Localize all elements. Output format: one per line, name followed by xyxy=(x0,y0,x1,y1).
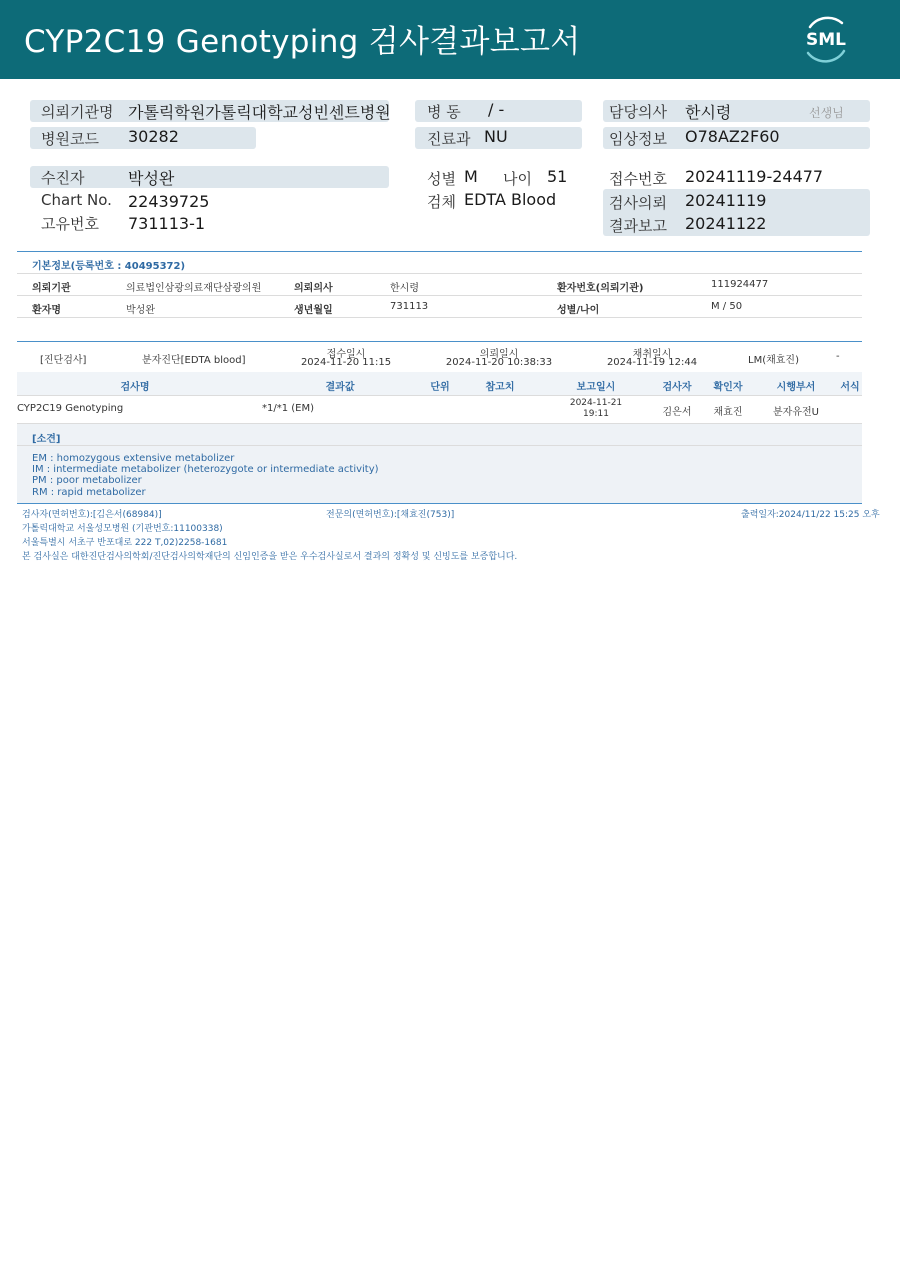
result-dept: 분자유전U xyxy=(773,407,819,418)
exam-request-label: 의뢰일시 xyxy=(479,349,519,360)
request-label: 검사의뢰 xyxy=(609,194,667,212)
basic-doctor-label: 의뢰의사 xyxy=(294,283,333,294)
note-line-im: IM : intermediate metabolizer (heterozygote or intermediate activity) xyxy=(32,464,379,475)
request-value: 20241119 xyxy=(685,191,767,210)
report-value: 20241122 xyxy=(685,214,767,233)
ward-value: / - xyxy=(488,100,505,119)
patient-value: 박성완 xyxy=(128,169,175,188)
sex-label: 성별 xyxy=(427,170,456,188)
basic-info-rule xyxy=(17,273,862,274)
footer-certification: 본 검사실은 대한진단검사의학회/진단검사의학재단의 신임인증을 받은 우수검사실로서 결과의 정확성 및 신빙도를 보증합니다. xyxy=(22,552,518,562)
logo-text: SML xyxy=(806,30,846,50)
col-header-dept: 시행부서 xyxy=(776,382,816,393)
note-line-rm: RM : rapid metabolizer xyxy=(32,487,146,498)
sml-logo-icon xyxy=(800,13,852,65)
basic-birth-label: 생년월일 xyxy=(294,305,333,316)
col-header-result: 결과값 xyxy=(325,382,355,393)
department-value: NU xyxy=(484,127,508,146)
col-header-report-date: 보고일시 xyxy=(576,382,616,393)
basic-info-row-rule xyxy=(17,295,862,296)
footer-specialist: 전문의(면허번호):[채효진(753)] xyxy=(326,510,455,520)
exam-header-rule xyxy=(17,395,862,396)
col-header-examiner: 검사자 xyxy=(662,382,692,393)
unique-no-value: 731113-1 xyxy=(128,214,206,233)
report-label: 결과보고 xyxy=(609,217,667,235)
basic-info-title: 기본정보(등록번호 : 40495372) xyxy=(32,261,186,272)
unique-no-label: 고유번호 xyxy=(41,215,99,233)
col-header-verifier: 확인자 xyxy=(713,382,743,393)
clinical-label: 임상정보 xyxy=(609,130,667,148)
basic-name-value: 박성완 xyxy=(126,305,155,316)
institution-label: 의뢰기관명 xyxy=(41,103,114,121)
exam-receipt-label: 접수일시 xyxy=(326,349,366,360)
hospital-code-value: 30282 xyxy=(128,127,179,146)
age-label: 나이 xyxy=(503,170,532,188)
hospital-code-label: 병원코드 xyxy=(41,130,99,148)
basic-patient-no-value: 111924477 xyxy=(711,279,769,290)
basic-institution-label: 의뢰기관 xyxy=(32,283,71,294)
basic-patient-no-label: 환자번호(의뢰기관) xyxy=(557,283,644,294)
notes-title-rule xyxy=(17,445,862,446)
ward-label: 병 동 xyxy=(427,103,461,121)
col-header-reference: 참고치 xyxy=(485,382,515,393)
basic-name-label: 환자명 xyxy=(32,305,61,316)
doctor-label: 담당의사 xyxy=(609,103,667,121)
result-test-name: CYP2C19 Genotyping xyxy=(17,403,124,414)
basic-institution-value: 의료법인삼광의료재단삼광의원 xyxy=(126,283,262,294)
specimen-value: EDTA Blood xyxy=(464,190,557,209)
patient-label: 수진자 xyxy=(41,169,85,187)
age-value: 51 xyxy=(547,167,568,186)
receipt-label: 접수번호 xyxy=(609,170,667,188)
exam-top-rule xyxy=(17,341,862,342)
doctor-suffix: 선생님 xyxy=(809,106,844,120)
report-title: CYP2C19 Genotyping 검사결과보고서 xyxy=(24,24,581,60)
note-line-em: EM : homozygous extensive metabolizer xyxy=(32,453,235,464)
notes-title: [소견] xyxy=(32,434,61,445)
department-label: 진료과 xyxy=(427,130,471,148)
basic-info-top-rule xyxy=(17,251,862,252)
exam-receipt-time: 2024-11-20 11:15 xyxy=(300,357,392,368)
receipt-value: 20241119-24477 xyxy=(685,167,824,186)
basic-doctor-value: 한시령 xyxy=(390,283,419,294)
footer-hospital: 가톨릭대학교 서울성모병원 (기관번호:11100338) xyxy=(22,524,223,534)
result-report-date: 2024-11-21 xyxy=(569,398,623,408)
note-line-pm: PM : poor metabolizer xyxy=(32,475,142,486)
basic-sex-age-label: 성별/나이 xyxy=(557,305,600,316)
exam-type: 분자진단[EDTA blood] xyxy=(142,355,246,366)
sex-value: M xyxy=(464,167,478,186)
exam-collect-label: 채취일시 xyxy=(632,349,672,360)
exam-request-time: 2024-11-20 10:38:33 xyxy=(445,357,553,368)
chart-value: 22439725 xyxy=(128,192,210,211)
result-value: *1/*1 (EM) xyxy=(262,403,315,414)
chart-label: Chart No. xyxy=(41,191,112,209)
col-header-unit: 단위 xyxy=(430,382,450,393)
specimen-label: 검체 xyxy=(427,193,456,211)
notes-bottom-rule xyxy=(17,503,862,504)
col-header-test-name: 검사명 xyxy=(120,382,150,393)
basic-birth-value: 731113 xyxy=(390,301,429,312)
result-verifier: 채효진 xyxy=(713,407,743,418)
exam-lm: LM(채효진) xyxy=(748,355,799,366)
clinical-value: O78AZ2F60 xyxy=(685,127,780,146)
exam-dash: - xyxy=(836,351,840,362)
result-examiner: 김은서 xyxy=(662,407,692,418)
doctor-value: 한시령 xyxy=(685,103,732,122)
institution-value: 가톨릭학원가톨릭대학교성빈센트병원 xyxy=(128,103,391,122)
footer-address: 서울특별시 서초구 반포대로 222 T,02)2258-1681 xyxy=(22,538,228,548)
footer-printed: 출력일자:2024/11/22 15:25 오후 xyxy=(741,510,880,520)
exam-collect-time: 2024-11-19 12:44 xyxy=(606,357,698,368)
basic-info-bottom-rule xyxy=(17,317,862,318)
basic-sex-age-value: M / 50 xyxy=(711,301,743,312)
exam-category: [진단검사] xyxy=(40,355,87,366)
result-report-time: 19:11 xyxy=(583,409,609,419)
col-header-form: 서식 xyxy=(840,382,860,393)
footer-examiner: 검사자(면허번호):[김은서(68984)] xyxy=(22,510,162,520)
